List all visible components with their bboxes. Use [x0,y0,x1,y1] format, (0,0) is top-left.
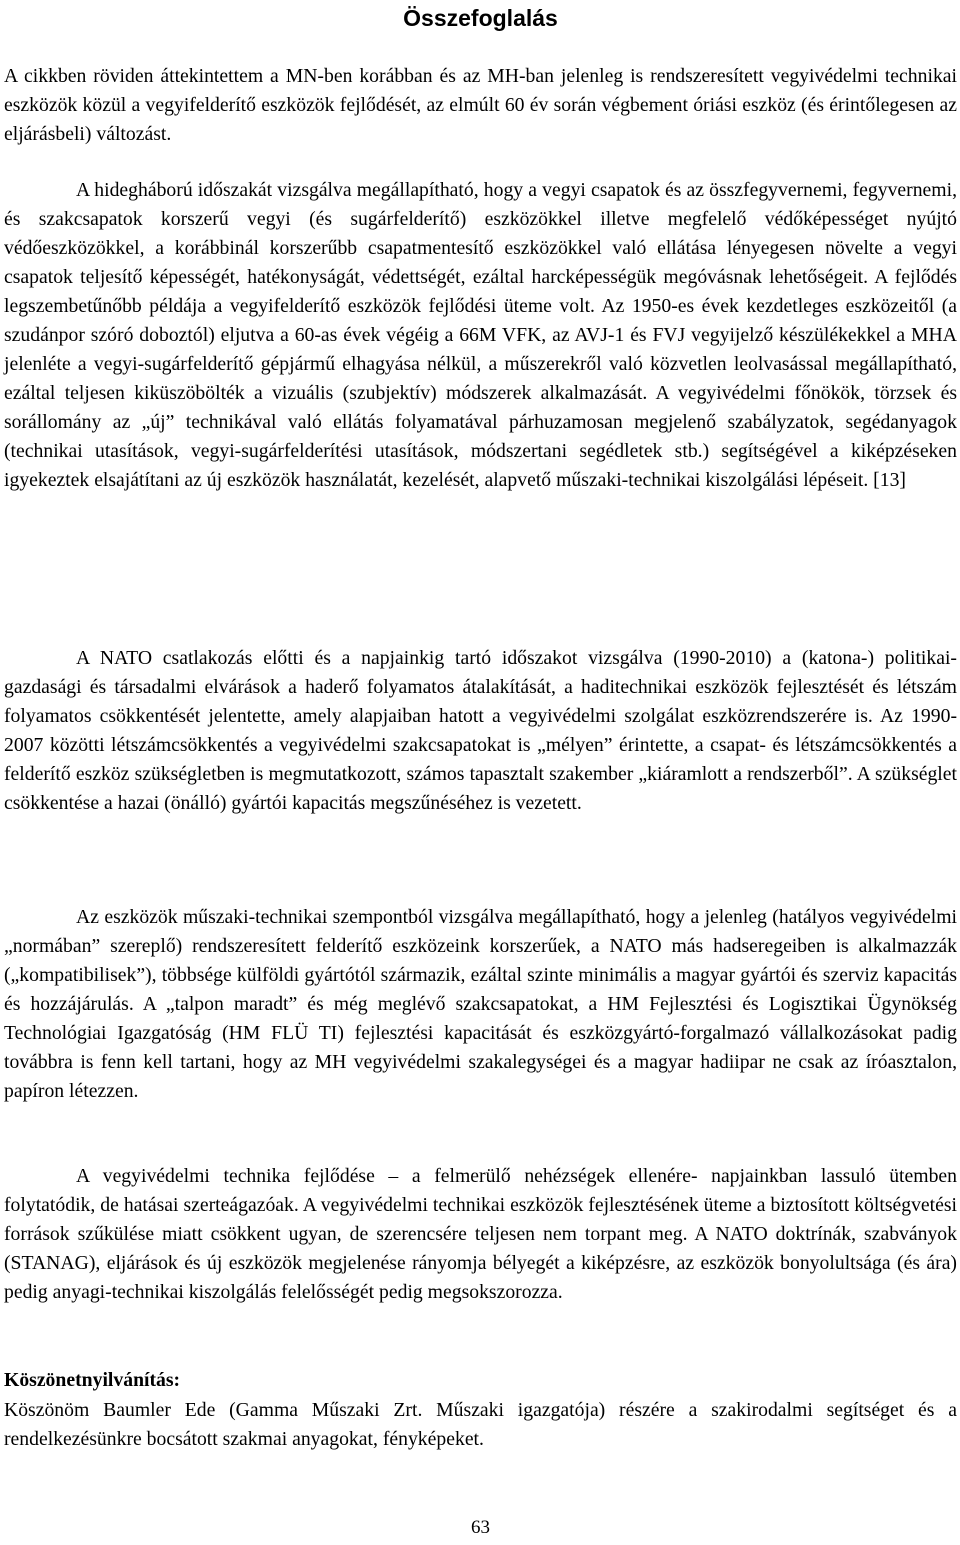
summary-paragraph-5: A vegyivédelmi technika fejlődése – a felmerülő nehézségek ellenére- napjainkban lassuló ütemben folytatódik, de hatásai szerteágazóak. A vegyivédelmi technikai eszközök fejlesztésének üteme a biztosított költségvetési források szűkülése miatt csökkent ugyan, de szerencsére teljesen nem torpant meg. A NATO doktrínák, szabványok (STANAG), eljárások és új eszközök megjelenése rányomja bélyegét a kiképzésre, az eszközök bonyolultsága (és ára) pedig anyagi-technikai kiszolgálás felelősségét pedig megsokszorozza. [4,1165,957,1303]
summary-paragraph-1: A cikkben röviden áttekintettem a MN-ben korábban és az MH-ban jelenleg is rendszeresített vegyivédelmi technikai eszközök közül a vegyifelderítő eszközök fejlődését, az elmúlt 60 év során végbement óriási eszköz (és érintőlegesen az eljárásbeli) változást. [4,65,957,145]
page-number: 63 [471,1517,490,1538]
summary-paragraph-3: A NATO csatlakozás előtti és a napjainkig tartó időszakot vizsgálva (1990-2010) a (katona-) politikai-gazdasági és társadalmi elvárások a haderő folyamatos átalakítását, a haditechnikai eszközök fejlesztését és létszám folyamatos csökkentését jelentette, amely alapjaiban hatott a vegyivédelmi szolgálat eszközrendszerére is. Az 1990-2007 közötti létszámcsökkentés a vegyivédelmi szakcsapatokat is „mélyen” érintette, a csapat- és létszámcsökkentés a felderítő eszköz szükségletben is megmutatkozott, számos tapasztalt szakember „kiáramlott a rendszerből”. A szükséglet csökkentése a hazai (önálló) gyártói kapacitás megszűnéséhez is vezetett. [4,647,957,814]
summary-paragraph-4: Az eszközök műszaki-technikai szempontból vizsgálva megállapítható, hogy a jelenleg (hatályos vegyivédelmi „normában” szereplő) rendszeresített felderítő eszközeink korszerűek, a NATO más hadseregeiben is alkalmazzák („kompatibilisek”), többsége külföldi gyártótól származik, ezáltal szinte minimális a magyar gyártói és szerviz kapacitás és hozzájárulás. A „talpon maradt” és még meglévő szakcsapatokat, a HM Fejlesztési és Logisztikai Ügynökség Technológiai Igazgatóság (HM FLÜ TI) fejlesztési kapacitását és eszközgyártó-forgalmazó vállalkozásokat padig továbbra is fenn kell tartani, hogy az MH vegyivédelmi szakalegységei és a magyar hadiipar ne csak az íróasztalon, papíron létezzen. [4,906,957,1102]
section-title: Összefoglalás [403,5,558,31]
acknowledgement-text: Köszönöm Baumler Ede (Gamma Műszaki Zrt. Műszaki igazgatója) részére a szakirodalmi segítséget és a rendelkezésünkre bocsátott szakmai anyagokat, fényképeket. [4,1399,957,1450]
acknowledgement-title: Köszönetnyilvánítás: [4,1369,181,1391]
summary-paragraph-2: A hidegháború időszakát vizsgálva megállapítható, hogy a vegyi csapatok és az összfegyvernemi, fegyvernemi, és szakcsapatok korszerű vegyi (és sugárfelderítő) eszközökkel illetve megfelelő védőképességet nyújtó védőeszközökkel, a korábbinál korszerűbb csapatmentesítő eszközökkel való ellátása lényegesen növelte a vegyi csapatok teljesítő képességét, hatékonyságát, védettségét, ezáltal harcképességük megóvásnak lehetőségeit. A fejlődés legszembetűnőbb példája a vegyifelderítő eszközök fejlődési üteme volt. Az 1950-es évek kezdetleges eszközeitől (a szudánpor szóró doboztól) eljutva a 60-as évek végéig a 66M VFK, az AVJ-1 és FVJ vegyijelző készülékekkel a MHA jelenléte a vegyi-sugárfelderítő gépjármű elhagyása nélkül, a műszerekről való közvetlen leolvasással megállapítható, ezáltal teljesen kiküszöbölték a vizuális (szubjektív) módszerek alkalmazását. A vegyivédelmi főnökök, törzsek és sorállomány az „új” technikával való ellátás folyamatával párhuzamosan megjelenő szabályzatok, segédanyagok (technikai utasítások, vegyi-sugárfelderítési utasítások, módszertani segédletek stb.) segítségével a kiképzéseken igyekeztek elsajátítani az új eszközök használatát, kezelését, alapvető műszaki-technikai kiszolgálási lépéseit. [13] [4,179,957,491]
